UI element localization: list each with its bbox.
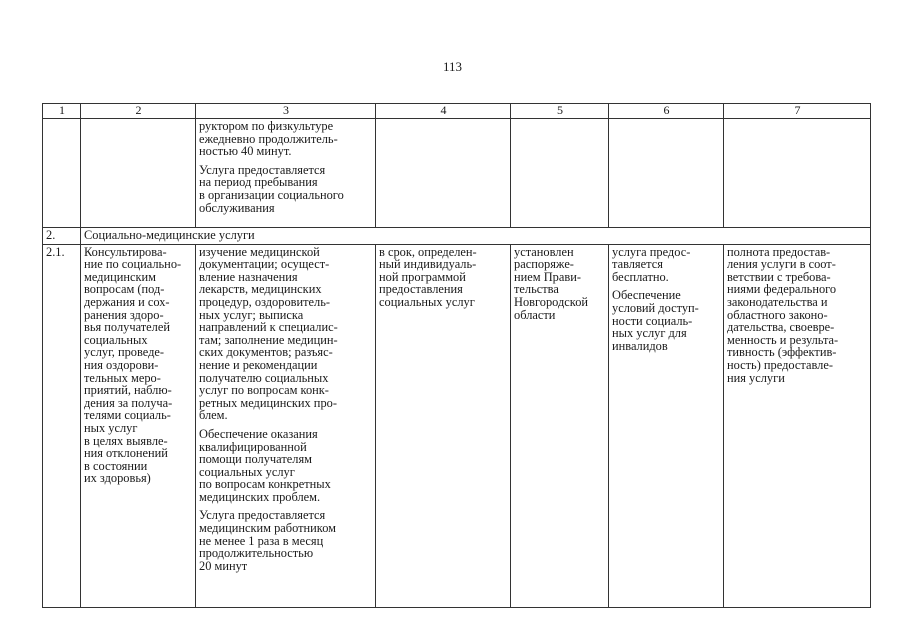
service-quality: полнота предостав- ления услуги в соот- ветствии с требова- ниями федерального законодательства и областного законо- дательства, своевре- менность и результа- тивность (эффектив- ность) предоставле- ния услуги bbox=[727, 244, 839, 385]
service-term-cell bbox=[376, 244, 511, 607]
service-name-cell bbox=[81, 244, 196, 607]
service-term: в срок, определен- ный индивидуаль- ной программой предоставления социальных услуг bbox=[379, 244, 477, 309]
service-name: Консультирова- ние по социально- медицинским вопросам (под- держания и сох- ранения здоро- вья получателей социальных услуг, проведе- ния оздорови- тельных меро- приятий, наблю- дения за получа- телями социаль- ных услуг в целях выявле- ния отклонений в состоянии их здоровья) bbox=[84, 244, 182, 486]
column-header: 5 bbox=[511, 104, 609, 119]
service-tariff-cell bbox=[511, 244, 609, 607]
service-description: Обеспечение оказания квалифицированной помощи получателям социальных услуг по вопросам конкретных медицинских проблем. bbox=[199, 426, 331, 504]
services-table bbox=[42, 103, 871, 608]
service-tariff: установлен распоряже- нием Прави- тельства Новгородской области bbox=[514, 244, 589, 322]
service-description-cell bbox=[196, 244, 376, 607]
section-title: Социально-медицинские услуги bbox=[81, 228, 871, 245]
service-description: Услуга предоставляется медицинским работником не менее 1 раза в месяц продолжительностью 20 минут bbox=[199, 508, 336, 573]
column-header: 2 bbox=[81, 104, 196, 119]
service-conditions-cell bbox=[609, 244, 724, 607]
service-conditions: услуга предос- тавляется бесплатно. bbox=[612, 244, 691, 284]
section-row bbox=[43, 228, 871, 245]
service-description: изучение медицинской документации; осущест- вление назначения лекарств, медицинских процедур, оздоровитель- ных услуг; выписка направлений к специалис- там; заполнение медицин- ских документов; разъяс- нение и рекомендации получателю социальных услуг по вопросам конк- ретных медицинских про- блем. bbox=[199, 244, 338, 423]
continuation-text: руктором по физкультуре ежедневно продолжитель- ностью 40 минут. bbox=[199, 119, 338, 159]
page-number: 113 bbox=[442, 59, 463, 74]
column-header: 1 bbox=[43, 104, 81, 119]
service-conditions: Обеспечение условий доступ- ности социаль- ных услуг для инвалидов bbox=[612, 288, 699, 353]
continuation-text: Услуга предоставляется на период пребывания в организации социального обслуживания bbox=[199, 162, 344, 215]
continuation-description-cell bbox=[196, 119, 376, 228]
column-header-row bbox=[43, 104, 871, 119]
continuation-row bbox=[43, 119, 871, 228]
service-number: 2.1. bbox=[43, 244, 81, 607]
column-header: 3 bbox=[196, 104, 376, 119]
section-number: 2. bbox=[43, 228, 81, 245]
service-row bbox=[43, 244, 871, 607]
column-header: 7 bbox=[724, 104, 871, 119]
column-header: 6 bbox=[609, 104, 724, 119]
column-header: 4 bbox=[376, 104, 511, 119]
service-quality-cell bbox=[724, 244, 871, 607]
